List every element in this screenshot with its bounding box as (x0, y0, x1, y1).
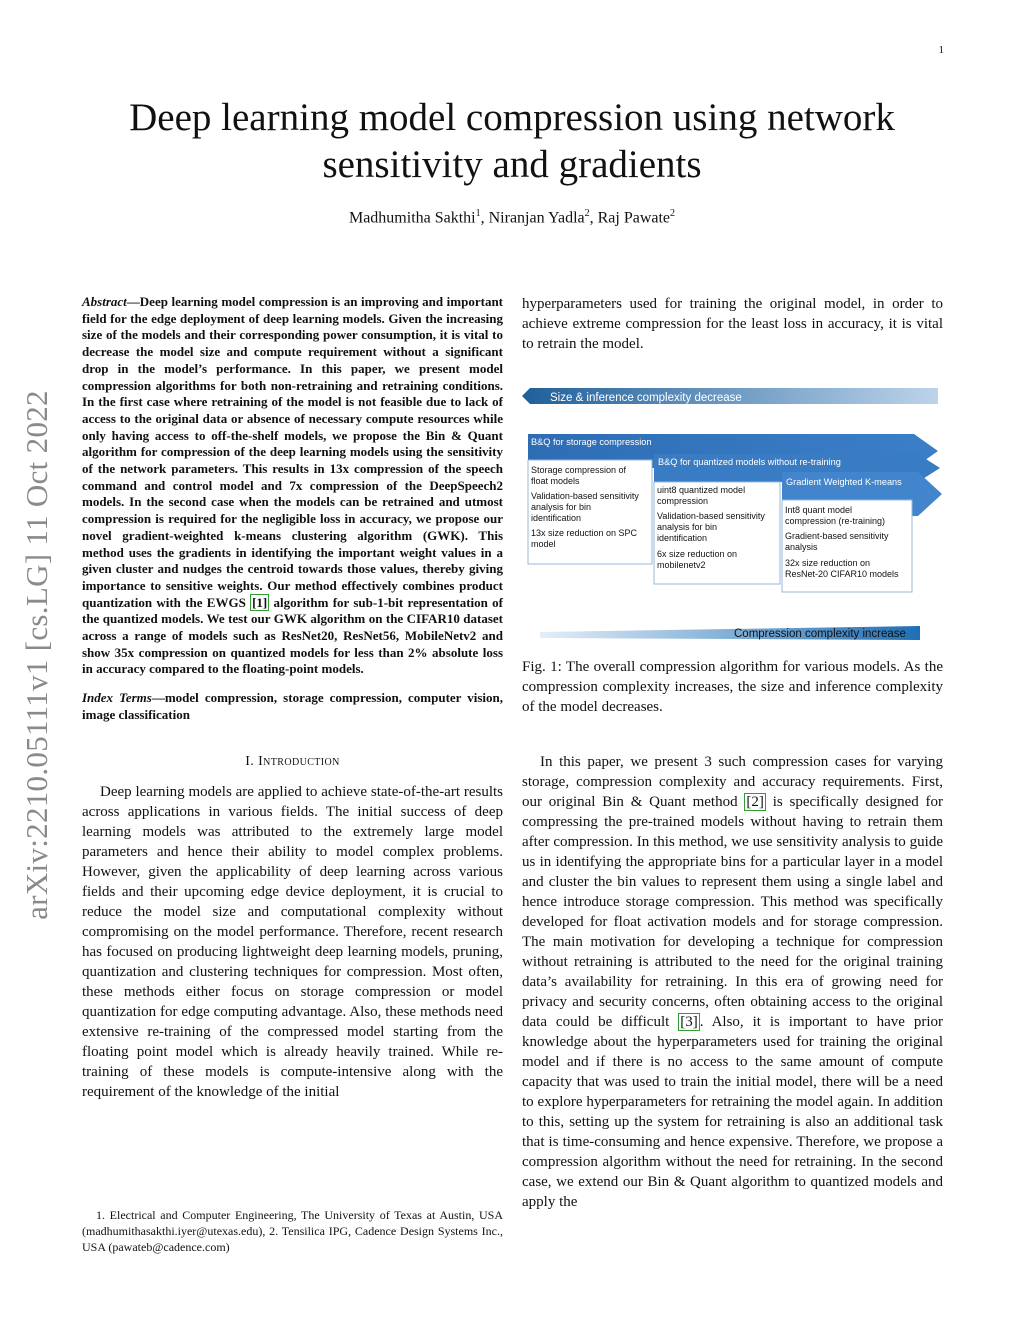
box-3-line: Int8 quant model (785, 505, 853, 515)
box-2-line: identification (657, 533, 708, 543)
right-column-top (522, 294, 943, 354)
right-paragraph-1: hyperparameters used for training the original model, in order to achieve extreme compression for the least loss in accuracy, it is vital to retrain the model. (522, 296, 943, 352)
box-2-line: mobilenetv2 (657, 560, 706, 570)
section-title: Introduction (258, 753, 340, 769)
page-number: 1 (938, 44, 944, 56)
band-1-title: B&Q for storage compression (531, 437, 652, 447)
box-1-line: float models (531, 476, 580, 486)
right-column-bottom (522, 752, 943, 1212)
box-2-line: 6x size reduction on (657, 549, 738, 559)
abstract-label: Abstract (82, 294, 127, 309)
box-1-line: Storage compression of (531, 465, 627, 475)
abstract (82, 294, 503, 678)
author-affiliation: 2 (670, 208, 676, 219)
author-list: Madhumitha Sakthi$^1$, Niranjan Yadla$^2$, Raj Pawate$^2$ (348, 208, 676, 227)
box-1-line: model (531, 539, 556, 549)
box-2-line: Validation-based sensitivity (657, 511, 765, 521)
box-2-line: compression (657, 496, 709, 506)
band-3-title: Gradient Weighted K-means (786, 477, 902, 487)
box-2-line: uint8 quantized model (657, 485, 746, 495)
right-paragraph-2-part-c: . Also, it is important to have prior knowledge about the hyperparameters used for training the original model and if there is no access to the same amount of compute capacity that was used to train the initial model, there will be a need to explore hyperparameters for retraining the model again. In addition to this, setting up the system for retraining is also an additional task that is time-consuming and hence expensive. Therefore, we propose a compression algorithm without the need for retraining. In the second case, we extend our Bin & Quant algorithm to quantized models and apply the (522, 1014, 944, 1210)
author-name: Raj Pawate (597, 209, 671, 227)
box-3-line: compression (re-training) (785, 516, 886, 526)
author-name: Madhumitha Sakthi (348, 209, 476, 227)
citation-link-3[interactable]: [3] (680, 1014, 698, 1030)
bottom-arrow-label: Compression complexity increase (734, 628, 906, 640)
box-1-line: Validation-based sensitivity (531, 491, 639, 501)
box-1-line: identification (531, 513, 582, 523)
title-line-2: sensitivity and gradients (322, 143, 702, 186)
arxiv-sidebar-stamp (14, 365, 60, 945)
top-arrow-label: Size & inference complexity decrease (550, 392, 742, 404)
abstract-text-continued: algorithm for sub-1-bit representation of the quantized models. We test our GWK algorithm on the CIFAR10 dataset across a range of models such as ResNet20, ResNet56, MobileNetv2 and show 35x compression on quantized models for less than 2% absolute loss in accuracy compared to the floating-point models. (82, 594, 503, 677)
section-heading (82, 754, 503, 770)
section-number: I. (245, 753, 255, 769)
author-affiliation: 2 (584, 208, 590, 219)
citation-link-2[interactable]: [2] (746, 794, 764, 810)
figure-diagram (522, 382, 944, 650)
box-2-line: analysis for bin (657, 522, 718, 532)
figure-caption: Fig. 1: The overall compression algorithm for various models. As the compression complexity increases, the size and inference complexity of the model decreases. (522, 659, 943, 715)
right-paragraph-2 (522, 752, 943, 1212)
paper-title (60, 94, 964, 188)
box-3-line: ResNet-20 CIFAR10 models (785, 569, 899, 579)
author-affiliation: 1 (475, 208, 481, 219)
box-3-line: 32x size reduction on (785, 558, 871, 568)
right-paragraph-2-part-a: In this paper, we present 3 such compression cases for varying storage, compression complexity and accuracy requirements. First, our original Bin & Quant method (522, 754, 943, 810)
index-terms-text: —model compression, storage compression, computer vision, image classification (82, 690, 504, 722)
box-3-line: Gradient-based sensitivity (785, 531, 889, 541)
right-paragraph-2-part-b: is specifically designed for compressing the pre-trained models without having to retrain them after compression. In this method, we use sensitivity analysis to guide us in identifying the appropriate bins for a particular layer in a model and cluster the bin values to represent them using a single label and hence introduce storage compression. This method was specifically developed for float activation models and for storage compression. The main motivation for developing a technique for compression without retraining is attributed to the need for the original training data’s availability for retraining. In this era of growing need for privacy and security concerns, often obtaining access to the original data could be difficult (522, 794, 944, 1030)
box-1-line: analysis for bin (531, 502, 592, 512)
box-1-line: 13x size reduction on SPC (531, 528, 638, 538)
band-2-title: B&Q for quantized models without re-training (658, 457, 841, 467)
title-line-1: Deep learning model compression using network (129, 96, 895, 139)
arxiv-id: arXiv:2210.05111v1 [cs.LG] 11 Oct 2022 (19, 390, 54, 920)
abstract-text: —Deep learning model compression is an improving and important field for the edge deployment of deep learning models. Given the increasing size of the models and their corresponding power consumption, it is vital to decrease the model size and compute requirement without a significant drop in the model’s performance. In this paper, we present model compression algorithms for both non-retraining and retraining conditions. In the first case where retraining of the model is not feasible due to lack of access to the original data or absence of necessary compute resources while only having access to off-the-shelf models, we propose the Bin & Quant algorithm for compression of the deep learning models using the sensitivity of the network parameters. This results in 13x compression of the speech command and control model and 7x compression of the DeepSpeech2 models. In the second case when the models can be retrained and utmost compression is required for the negligible loss in accuracy, we propose our novel gradient-weighted k-means clustering algorithm (GWK). This method uses the gradients in identifying the important weight values in a given cluster and nudges the centroid towards those values, thereby giving importance to sensitive weights. Our method effectively combines product quantization with the EWGS (82, 294, 503, 610)
intro-paragraph: Deep learning models are applied to achieve state-of-the-art results across applications in various fields. The initial success of deep learning models was attributed to the extremely large model parameters and hence their ability to model complex problems. However, given the applicability of deep learning across various fields and their upcoming edge device deployment, it is crucial to reduce the model size and computational complexity without compromising on the model performance. Therefore, recent research has focused on producing lightweight deep learning models, pruning, quantization and clustering techniques for compression. Most often, these methods either focus on storage compression or model quantization for edge computing advantage. Also, these methods need extensive re-training of the compressed model starting from the floating point model which is already heavily trained. While re-training of these models is compute-intensive along with the requirement of the knowledge of the initial (82, 783, 503, 1100)
left-column (82, 294, 503, 1102)
figure-1 (522, 382, 944, 650)
index-terms (82, 690, 503, 723)
citation-link-1[interactable]: [1] (252, 594, 268, 610)
box-3-line: analysis (785, 542, 818, 552)
footnote: 1. Electrical and Computer Engineering, The University of Texas at Austin, USA (madhumithasakthi.iyer@utexas.edu), 2. Tensilica IPG, Cadence Design Systems Inc., USA (pawateb@cadence.com) (82, 1208, 503, 1254)
index-terms-label: Index Terms (82, 690, 152, 706)
author-name: Niranjan Yadla (488, 209, 585, 227)
